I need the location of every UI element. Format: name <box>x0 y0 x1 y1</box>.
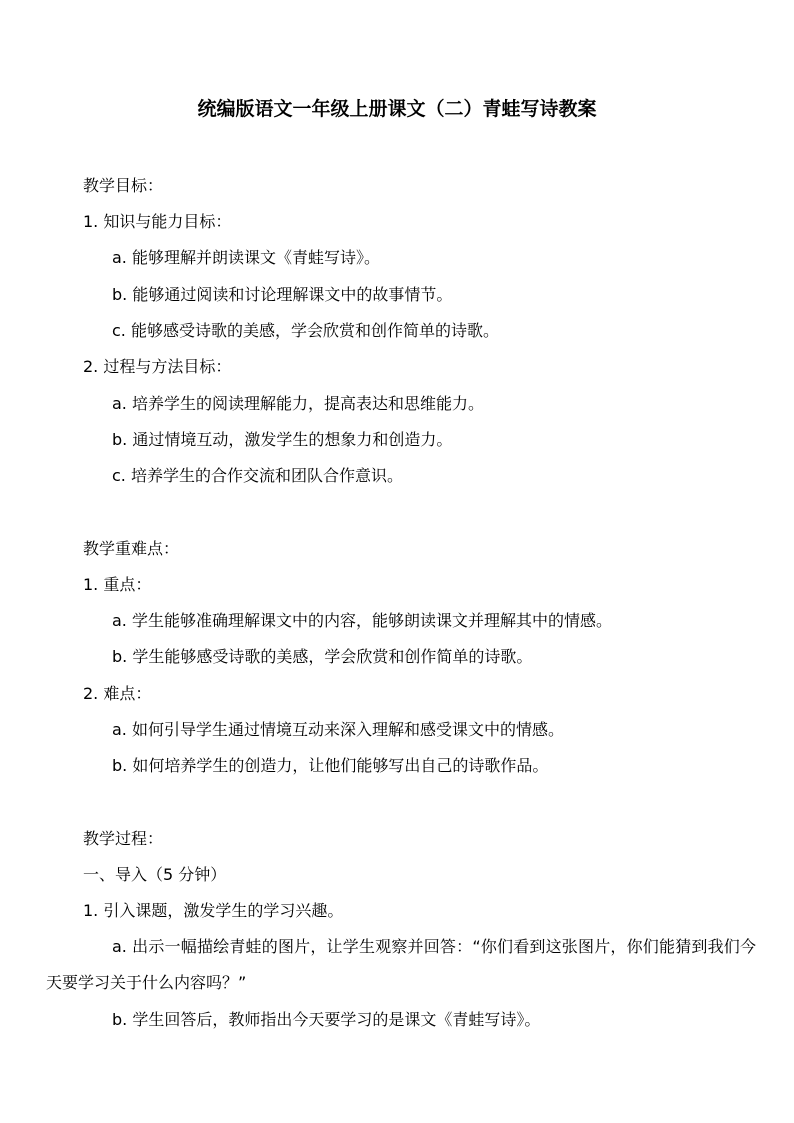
keypoint-1-item-a: a. 学生能够准确理解课文中的内容，能够朗读课文并理解其中的情感。 <box>112 611 612 630</box>
keypoint-2-item-a: a. 如何引导学生通过情境互动来深入理解和感受课文中的情感。 <box>112 720 564 739</box>
keypoint-2-item-b: b. 如何培养学生的创造力，让他们能够写出自己的诗歌作品。 <box>112 756 549 775</box>
goal-2-item-c: c. 培养学生的合作交流和团队合作意识。 <box>112 466 403 485</box>
goal-2-item-b: b. 通过情境互动，激发学生的想象力和创造力。 <box>112 430 453 449</box>
goal-1-item-c: c. 能够感受诗歌的美感，学会欣赏和创作简单的诗歌。 <box>112 321 499 340</box>
process-step-1-item-a: a. 出示一幅描绘青蛙的图片，让学生观察并回答：“你们看到这张图片，你们能猜到我们今天要学习关于什么内容吗？” <box>46 937 756 992</box>
keypoint-2-label: 2. 难点： <box>83 684 152 703</box>
process-step-1-label: 1. 引入课题，激发学生的学习兴趣。 <box>83 901 344 920</box>
process-heading: 教学过程： <box>83 829 164 848</box>
process-section-1: 一、导入（5 分钟） <box>83 865 227 884</box>
process-step-1-item-b: b. 学生回答后，教师指出今天要学习的是课文《青蛙写诗》。 <box>112 1010 541 1029</box>
goals-heading: 教学目标： <box>83 176 164 195</box>
goal-2-label: 2. 过程与方法目标： <box>83 357 232 376</box>
keypoints-heading: 教学重难点： <box>83 539 180 558</box>
keypoint-1-item-b: b. 学生能够感受诗歌的美感，学会欣赏和创作简单的诗歌。 <box>112 647 533 666</box>
goal-2-item-a: a. 培养学生的阅读理解能力，提高表达和思维能力。 <box>112 394 484 413</box>
goal-1-item-a: a. 能够理解并朗读课文《青蛙写诗》。 <box>112 248 380 267</box>
goal-1-item-b: b. 能够通过阅读和讨论理解课文中的故事情节。 <box>112 285 453 304</box>
document-title: 统编版语文一年级上册课文（二）青蛙写诗教案 <box>197 98 597 120</box>
keypoint-1-label: 1. 重点： <box>83 575 152 594</box>
goal-1-label: 1. 知识与能力目标： <box>83 212 232 231</box>
